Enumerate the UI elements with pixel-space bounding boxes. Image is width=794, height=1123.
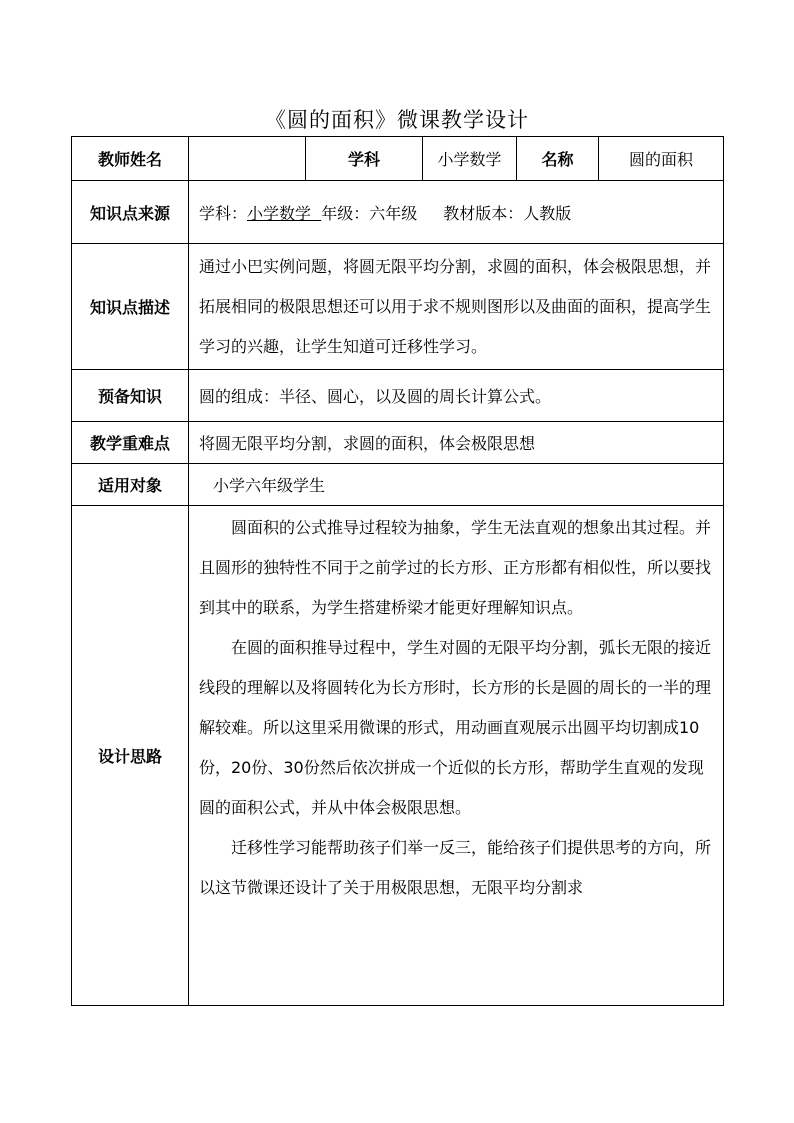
row-description bbox=[72, 244, 724, 370]
source-subject-prefix: 学科： bbox=[199, 203, 248, 223]
teacher-name-label: 教师姓名 bbox=[72, 137, 189, 181]
audience-label: 适用对象 bbox=[72, 464, 189, 506]
design-label: 设计思路 bbox=[72, 506, 189, 1006]
row-key-points bbox=[72, 422, 724, 464]
source-value bbox=[189, 181, 724, 244]
source-subject-value: 小学数学 bbox=[247, 203, 322, 223]
design-paragraph-3: 迁移性学习能帮助孩子们举一反三，能给孩子们提供思考的方向，所以这节微课还设计了关于用极限思想，无限平均分割求 bbox=[199, 838, 712, 897]
subject-value: 小学数学 bbox=[423, 137, 517, 181]
source-label: 知识点来源 bbox=[72, 181, 189, 244]
description-value: 通过小巴实例问题，将圆无限平均分割，求圆的面积，体会极限思想，并拓展相同的极限思想还可以用于求不规则图形以及曲面的面积，提高学生学习的兴趣，让学生知道可迁移性学习。 bbox=[189, 244, 724, 370]
design-paragraph-2: 在圆的面积推导过程中，学生对圆的无限平均分割，弧长无限的接近线段的理解以及将圆转化为长方形时，长方形的长是圆的周长的一半的理解较难。所以这里采用微课的形式，用动画直观展示出圆平均切割成10份，20份、30份然后依次拼成一个近似的长方形，帮助学生直观的发现圆的面积公式，并从中体会极限思想。 bbox=[199, 638, 712, 817]
lesson-name-label: 名称 bbox=[517, 137, 599, 181]
design-paragraph-1: 圆面积的公式推导过程较为抽象，学生无法直观的想象出其过程。并且圆形的独特性不同于之前学过的长方形、正方形都有相似性，所以要找到其中的联系，为学生搭建桥梁才能更好理解知识点。 bbox=[199, 518, 712, 617]
lesson-design-table bbox=[71, 136, 724, 1006]
audience-value: 小学六年级学生 bbox=[189, 464, 724, 506]
row-design bbox=[72, 506, 724, 1006]
teacher-name-value bbox=[189, 137, 306, 181]
row-source bbox=[72, 181, 724, 244]
prerequisite-label: 预备知识 bbox=[72, 370, 189, 422]
row-audience bbox=[72, 464, 724, 506]
row-prerequisite bbox=[72, 370, 724, 422]
design-value bbox=[189, 506, 724, 1006]
lesson-name-value: 圆的面积 bbox=[599, 137, 724, 181]
key-points-value: 将圆无限平均分割，求圆的面积，体会极限思想 bbox=[189, 422, 724, 464]
key-points-label: 教学重难点 bbox=[72, 422, 189, 464]
description-label: 知识点描述 bbox=[72, 244, 189, 370]
page-title: 《圆的面积》微课教学设计 bbox=[265, 108, 529, 132]
source-grade: 年级：六年级 bbox=[321, 203, 418, 223]
subject-label: 学科 bbox=[306, 137, 423, 181]
row-teacher bbox=[72, 137, 724, 181]
source-edition: 教材版本：人教版 bbox=[443, 203, 572, 223]
prerequisite-value: 圆的组成：半径、圆心，以及圆的周长计算公式。 bbox=[189, 370, 724, 422]
